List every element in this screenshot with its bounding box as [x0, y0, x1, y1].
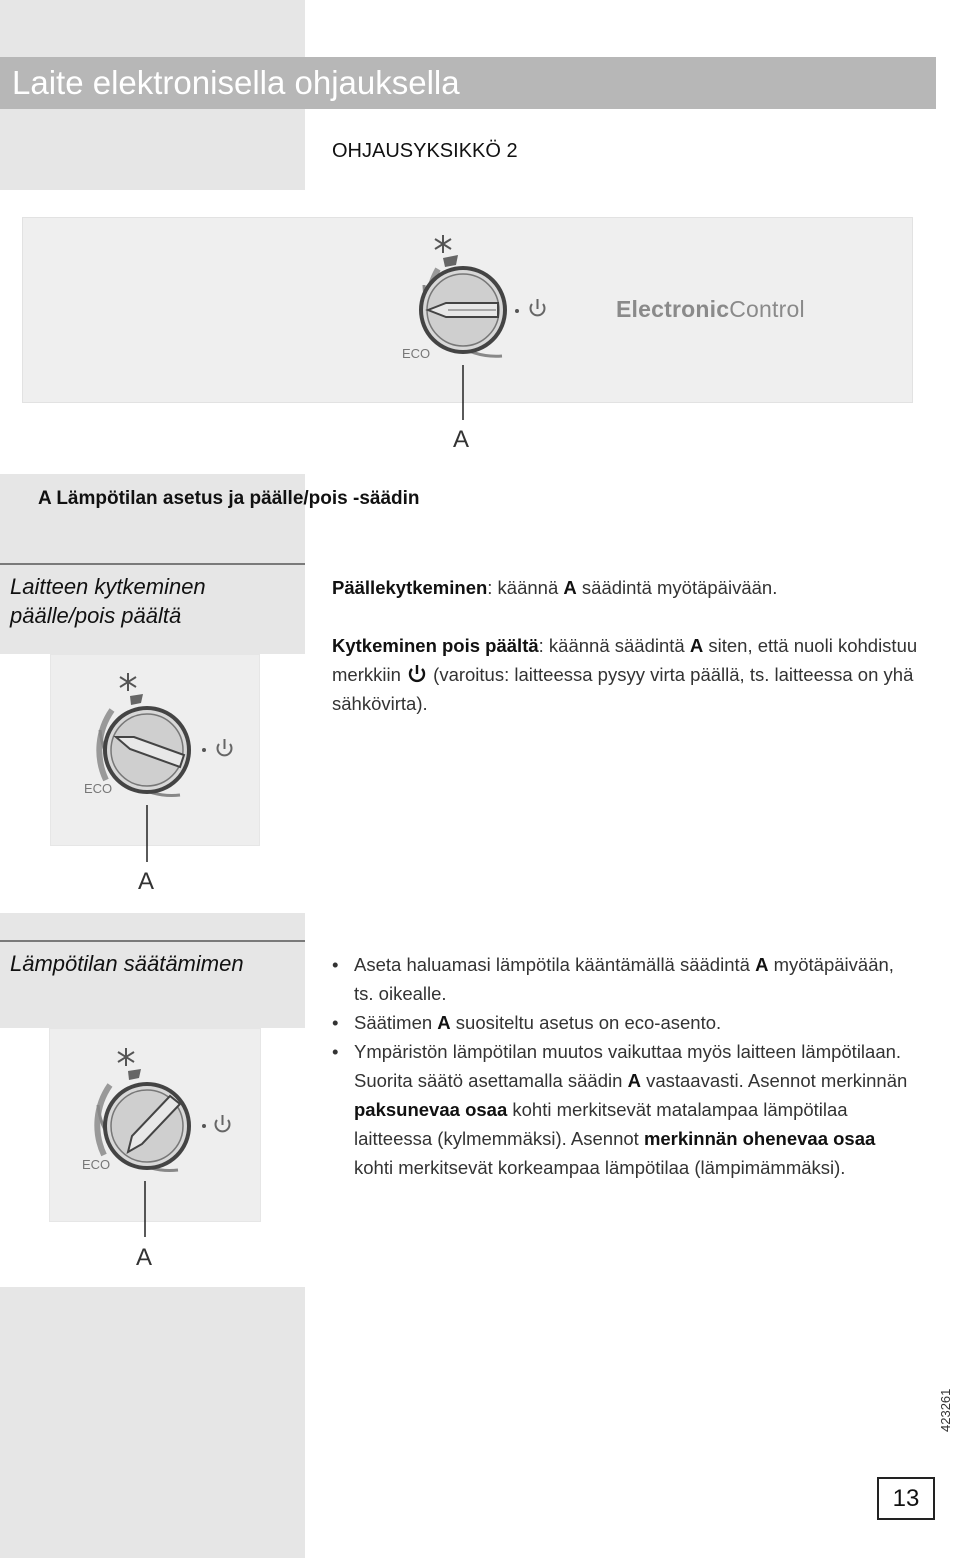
list-item: • Säätimen A suositeltu asetus on eco-asento. — [332, 1008, 917, 1037]
callout-label-a: A — [453, 426, 470, 453]
snowflake-icon — [120, 673, 136, 691]
power-icon — [406, 663, 428, 685]
snowflake-icon — [435, 235, 451, 253]
temperature-dial-illustration — [70, 1040, 250, 1270]
main-dial-illustration — [380, 225, 560, 465]
power-icon — [531, 299, 545, 315]
document-number: 423261 — [938, 1388, 953, 1432]
list-item: • Ympäristön lämpötilan muutos vaikuttaa myös laitteen lämpötilaan. Suorita säätö asettamalla säädin A vastaavasti. Asennot merkinnän paksunevaa osaa kohti merkitsevät matalampaa lämpötilaa laitteessa (kylmemmäksi). Asennot merkinnän ohenevaa osaa kohti merkitsevät korkeampaa lämpötilaa (lämpimämmäksi). — [332, 1037, 917, 1182]
snowflake-icon — [118, 1048, 134, 1066]
callout-label-a: A — [138, 868, 155, 895]
power-icon — [216, 1115, 230, 1131]
page-number: 13 — [877, 1477, 935, 1520]
page-title: Laite elektronisella ohjauksella — [0, 57, 936, 109]
power-icon — [218, 739, 232, 755]
dot-marker — [515, 309, 519, 313]
section-heading: OHJAUSYKSIKKÖ 2 — [332, 140, 518, 162]
temperature-bullet-list — [332, 950, 917, 1182]
switch-off-paragraph: Kytkeminen pois päältä: käännä säädintä A siten, että nuoli kohdistuu merkkiin (varoitus: laitteessa pysyy virta päällä, ts. laitteessa on yhä sähkövirta). — [332, 635, 918, 714]
eco-label: ECO — [402, 346, 431, 361]
section-title-temperature: Lämpötilan säätämimen — [10, 951, 244, 976]
section-divider-2 — [0, 940, 305, 942]
eco-label: ECO — [82, 1157, 111, 1172]
brand-logo: ElectronicControl — [616, 296, 805, 322]
eco-label: ECO — [84, 781, 113, 796]
section-title-switch: Laitteen kytkeminen päälle/pois päältä — [10, 574, 206, 628]
section-divider-1 — [0, 563, 305, 565]
switch-on-paragraph: Päällekytkeminen: käännä A säädintä myötäpäivään. — [332, 577, 778, 598]
sidebar-bottom — [0, 1287, 305, 1558]
list-item: • Aseta haluamasi lämpötila kääntämällä säädintä A myötäpäivään, ts. oikealle. — [332, 950, 917, 1008]
callout-label-a: A — [136, 1244, 153, 1271]
switch-dial-illustration — [70, 665, 250, 895]
caption: A Lämpötilan asetus ja päälle/pois -säädin — [38, 488, 420, 509]
temperature-wedge — [443, 255, 458, 267]
